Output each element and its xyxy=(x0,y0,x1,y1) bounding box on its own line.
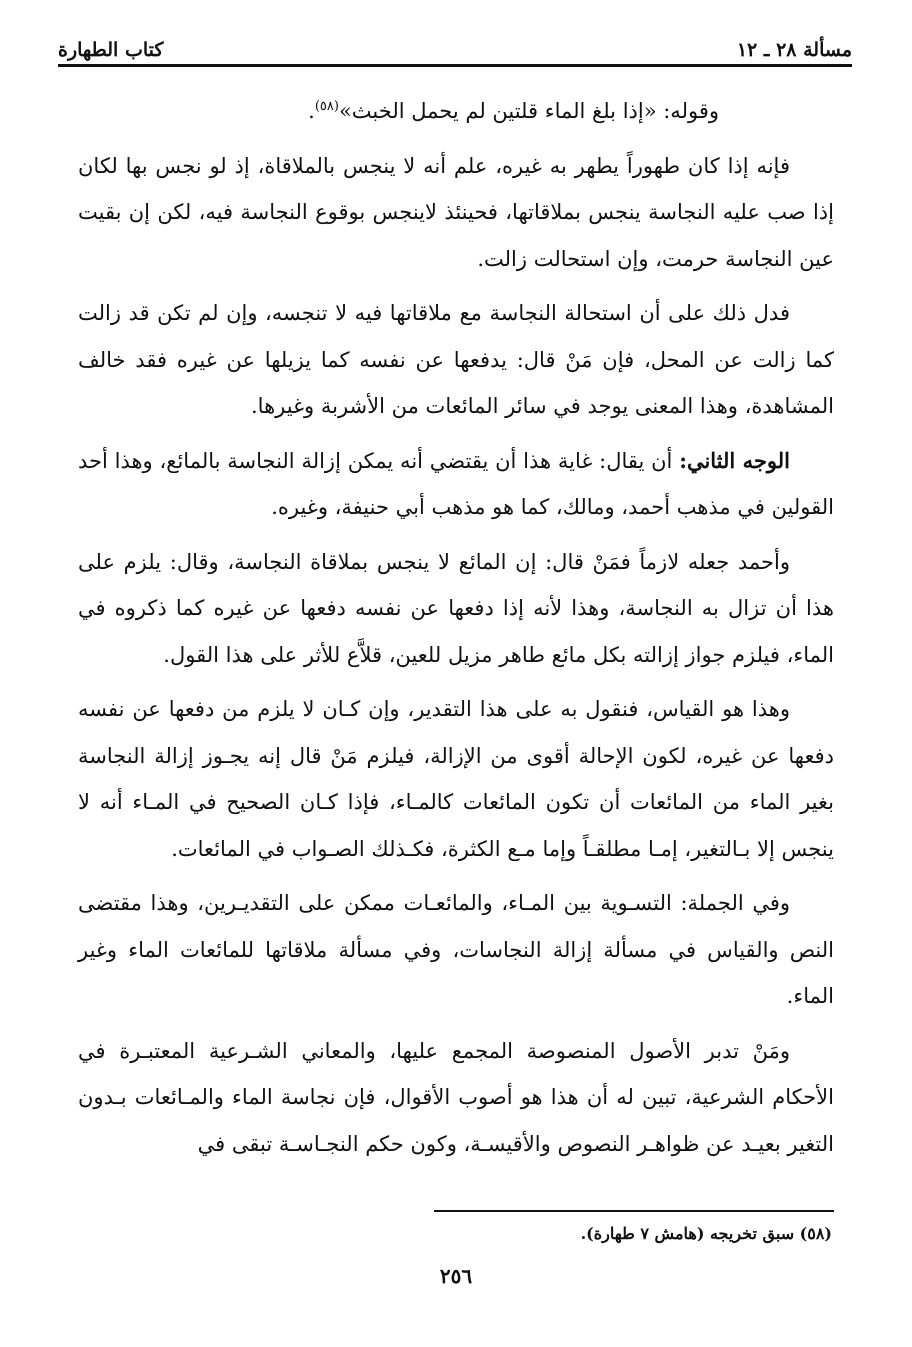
book-title: كتاب الطهارة xyxy=(58,39,164,61)
paragraph-3: فدل ذلك على أن استحالة النجاسة مع ملاقاتها فيه لا تنجسه، وإن لم تكن قد زالت كما زالت عن المحل، فإن مَنْ قال: يدفعها عن نفسه كما يزيلها عن غيره فقد خالف المشاهدة، وهذا المعنى يوجد في سائر المائعات من الأشربة وغيرها. xyxy=(78,301,834,418)
running-header xyxy=(58,30,852,60)
page-number: ٢٥٦ xyxy=(439,1264,473,1288)
footnote-reference[interactable]: (٥٨) xyxy=(314,99,339,114)
footnote-rule xyxy=(434,1210,834,1212)
paragraph-4-text: أن يقال: غاية هذا أن يقتضي أنه يمكن إزالة النجاسة بالمائع، وهذا أحد القولين في مذهب أحمد، ومالك، كما هو مذهب أبي حنيفة، وغيره. xyxy=(78,448,834,519)
header-rule xyxy=(58,64,852,67)
paragraph-2: فإنه إذا كان طهوراً يطهر به غيره، علم أنه لا ينجس بالملاقاة، إذ لو نجس بها لكان إذا صب عليه النجاسة ينجس بملاقاتها، فحينئذ لاينجس بوقوع النجاسة فيه، لكن إن بقيت عين النجاسة حرمت، وإن استحالت زالت. xyxy=(78,153,834,271)
issue-reference: مسألة ٢٨ ـ ١٢ xyxy=(736,39,852,61)
body-text xyxy=(78,88,834,1175)
paragraph-1-tail: . xyxy=(308,99,315,123)
paragraph-4-lead: الوجه الثاني: xyxy=(679,447,791,473)
footnote: (٥٨) سبق تخريجه (هامش ٧ طهارة). xyxy=(580,1224,832,1243)
paragraph-4 xyxy=(78,438,834,531)
paragraph-1-text: وقوله: «إذا بلغ الماء قلتين لم يحمل الخبث» xyxy=(338,99,719,123)
paragraph-7: وفي الجملة: التسـوية بين المـاء، والمائعـات ممكن على التقديـرين، وهذا مقتضى النص والقياس في مسألة إزالة النجاسات، وفي مسألة ملاقاتها للمائعات الماء وغير الماء. xyxy=(78,891,834,1008)
paragraph-5: وأحمد جعله لازماً فمَنْ قال: إن المائع لا ينجس بملاقاة النجاسة، وقال: يلزم على هذا أن تزال به النجاسة، وهذا لأنه إذا دفعها عن نفسه دفعها عن غيره كما ذكروه في الماء، فيلزم جواز إزالته بكل مائع طاهر مزيل للعين، قلاَّع للأثر على هذا القول. xyxy=(78,549,834,667)
paragraph-8: ومَنْ تدبر الأصول المنصوصة المجمع عليها، والمعاني الشـرعية المعتبـرة في الأحكام الشرعية، تبين له أن هذا هو أصوب الأقوال، فإن نجاسة الماء والمـائعات بـدون التغير بعيـد عن ظواهـر النصوص والأقيسـة، وكون حكم النجـاسـة تبقى في xyxy=(78,1038,834,1156)
paragraph-1 xyxy=(78,88,834,135)
paragraph-6: وهذا هو القياس، فنقول به على هذا التقدير، وإن كـان لا يلزم من دفعها عن نفسه دفعها عن غيره، لكون الإحالة أقوى من الإزالة، فيلزم مَنْ قال إنه يجـوز إزالة النجاسة بغير الماء من المائعات أن تكون المائعات كالمـاء، فإذا كـان الصحيح في المـاء أنه لا ينجس إلا بـالتغير، إمـا مطلقـاً وإما مـع الكثرة، فكـذلك الصـواب في المائعات. xyxy=(78,697,834,861)
